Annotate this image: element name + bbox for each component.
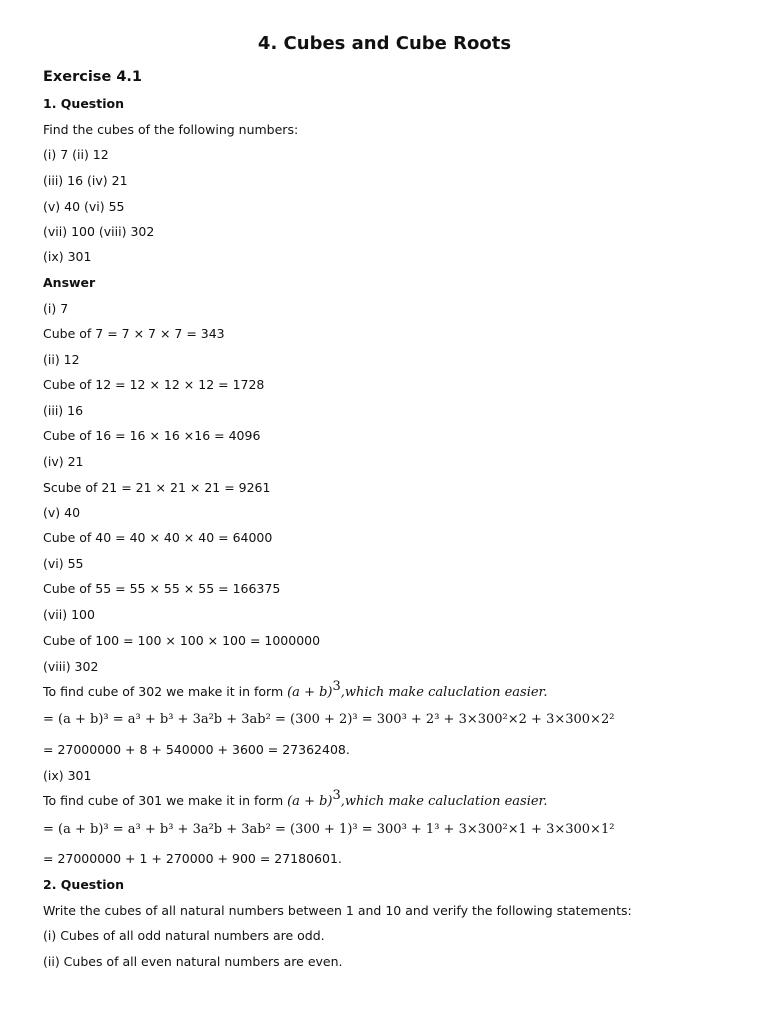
answer-text: Cube of 40 = 40 × 40 × 40 = 64000 bbox=[43, 530, 273, 545]
intro-text: To find cube of 301 we make it in form bbox=[43, 793, 288, 808]
math-form: (a + b) bbox=[287, 794, 333, 809]
question-2-prompt: Write the cubes of all natural numbers between 1 and 10 and verify the following statements: bbox=[43, 903, 632, 918]
answer-heading: Answer bbox=[43, 275, 96, 290]
math-form-tail: ,which make caluclation easier. bbox=[340, 685, 548, 700]
answer-text: Cube of 12 = 12 × 12 × 12 = 1728 bbox=[43, 377, 265, 392]
question-2-heading: 2. Question bbox=[43, 877, 124, 892]
question-1-item: (vii) 100 (viii) 302 bbox=[43, 224, 155, 239]
answer-intro bbox=[43, 679, 548, 701]
math-expansion: = (a + b)³ = a³ + b³ + 3a²b + 3ab² = (300 + 2)³ = 300³ + 2³ + 3×300²×2 + 3×300×2² bbox=[43, 712, 615, 727]
math-expansion: = (a + b)³ = a³ + b³ + 3a²b + 3ab² = (300 + 1)³ = 300³ + 1³ + 3×300²×1 + 3×300×1² bbox=[43, 822, 615, 837]
question-1-item: (ix) 301 bbox=[43, 249, 92, 264]
intro-text: To find cube of 302 we make it in form bbox=[43, 684, 288, 699]
question-2-item: (i) Cubes of all odd natural numbers are odd. bbox=[43, 928, 325, 943]
math-form-tail: ,which make caluclation easier. bbox=[340, 794, 548, 809]
answer-label: (ii) 12 bbox=[43, 352, 80, 367]
answer-label: (ix) 301 bbox=[43, 768, 92, 783]
answer-text: Cube of 100 = 100 × 100 × 100 = 1000000 bbox=[43, 633, 321, 648]
answer-label: (iv) 21 bbox=[43, 454, 84, 469]
answer-label: (viii) 302 bbox=[43, 659, 99, 674]
answer-label: (v) 40 bbox=[43, 505, 81, 520]
answer-text: Cube of 7 = 7 × 7 × 7 = 343 bbox=[43, 326, 225, 341]
math-exponent: 3 bbox=[332, 679, 341, 694]
answer-text: Scube of 21 = 21 × 21 × 21 = 9261 bbox=[43, 480, 271, 495]
answer-label: (iii) 16 bbox=[43, 403, 84, 418]
answer-text: Cube of 16 = 16 × 16 ×16 = 4096 bbox=[43, 428, 261, 443]
math-form: (a + b) bbox=[287, 685, 333, 700]
math-exponent: 3 bbox=[332, 788, 341, 803]
question-1-heading: 1. Question bbox=[43, 96, 124, 111]
question-1-item: (iii) 16 (iv) 21 bbox=[43, 173, 128, 188]
question-1-item: (i) 7 (ii) 12 bbox=[43, 147, 109, 162]
answer-result: = 27000000 + 8 + 540000 + 3600 = 27362408. bbox=[43, 742, 350, 757]
answer-intro bbox=[43, 788, 548, 810]
question-1-prompt: Find the cubes of the following numbers: bbox=[43, 122, 299, 137]
answer-label: (vi) 55 bbox=[43, 556, 84, 571]
answer-text: Cube of 55 = 55 × 55 × 55 = 166375 bbox=[43, 581, 281, 596]
chapter-title: 4. Cubes and Cube Roots bbox=[257, 33, 512, 54]
answer-label: (vii) 100 bbox=[43, 607, 95, 622]
question-2-item: (ii) Cubes of all even natural numbers are even. bbox=[43, 954, 343, 969]
question-1-item: (v) 40 (vi) 55 bbox=[43, 199, 125, 214]
answer-result: = 27000000 + 1 + 270000 + 900 = 27180601. bbox=[43, 851, 342, 866]
answer-label: (i) 7 bbox=[43, 301, 69, 316]
exercise-heading: Exercise 4.1 bbox=[43, 69, 143, 85]
